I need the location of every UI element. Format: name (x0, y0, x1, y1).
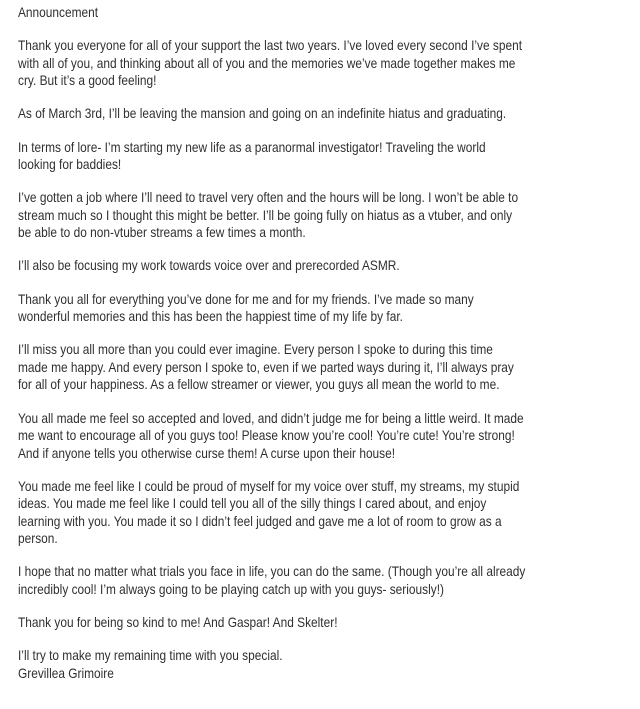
paragraph: In terms of lore- I’m starting my new life as a paranormal investigator! Traveling the world looking for baddies! (18, 138, 486, 173)
paragraph: You all made me feel so accepted and loved, and didn’t judge me for being a little weird. It made me want to encourage all of you guys too! Please know you’re cool! You’re cute! You’re strong! And if anyone tells you otherwise curse them! A curse upon their house! (18, 409, 524, 461)
paragraph: I’ve gotten a job where I’ll need to travel very often and the hours will be long. I won’t be able to stream much so I thought this might be better. I’ll be going fully on hiatus as a vtuber, and only be able to do non-vtuber streams a few times a month. (18, 189, 519, 241)
paragraph: I’ll miss you all more than you could ever imagine. Every person I spoke to during this time made me happy. And every person I spoke to, even if we parted ways during it, I’ll always pray for all of your happiness. As a fellow streamer or viewer, you guys all mean the world to me. (18, 341, 514, 393)
paragraph: You made me feel like I could be proud of myself for my voice over stuff, my streams, my stupid ideas. You made me feel like I could tell you all of the silly things I cared about, and enjoy learning with you. You made it so I didn’t feel judged and gave me a lot of room to grow as a person. (18, 477, 520, 547)
paragraph: I’ll also be focusing my work towards voice over and prerecorded ASMR. (18, 257, 400, 274)
paragraph: As of March 3rd, I’ll be leaving the mansion and going on an indefinite hiatus and graduating. (18, 105, 507, 122)
paragraph: Thank you all for everything you’ve done for me and for my friends. I’ve made so many wonderful memories and this has been the happiest time of my life by far. (18, 290, 474, 325)
paragraph: Thank you for being so kind to me! And Gaspar! And Skelter! (18, 614, 338, 631)
signature: Grevillea Grimoire (18, 664, 114, 681)
paragraph: I hope that no matter what trials you face in life, you can do the same. (Though you’re all already incredibly cool! I’m always going to be playing catch up with you guys- seriously!) (18, 563, 526, 597)
paragraph: Thank you everyone for all of your support the last two years. I’ve loved every second I’ve spent with all of you, and thinking about all of you and the memories we’ve made together makes me cry. But it’s a good feeling! (18, 37, 523, 89)
document-content (18, 4, 640, 682)
document-title: Announcement (18, 4, 99, 20)
document-body (18, 37, 640, 665)
paragraph: I’ll try to make my remaining time with you special. (18, 647, 283, 664)
